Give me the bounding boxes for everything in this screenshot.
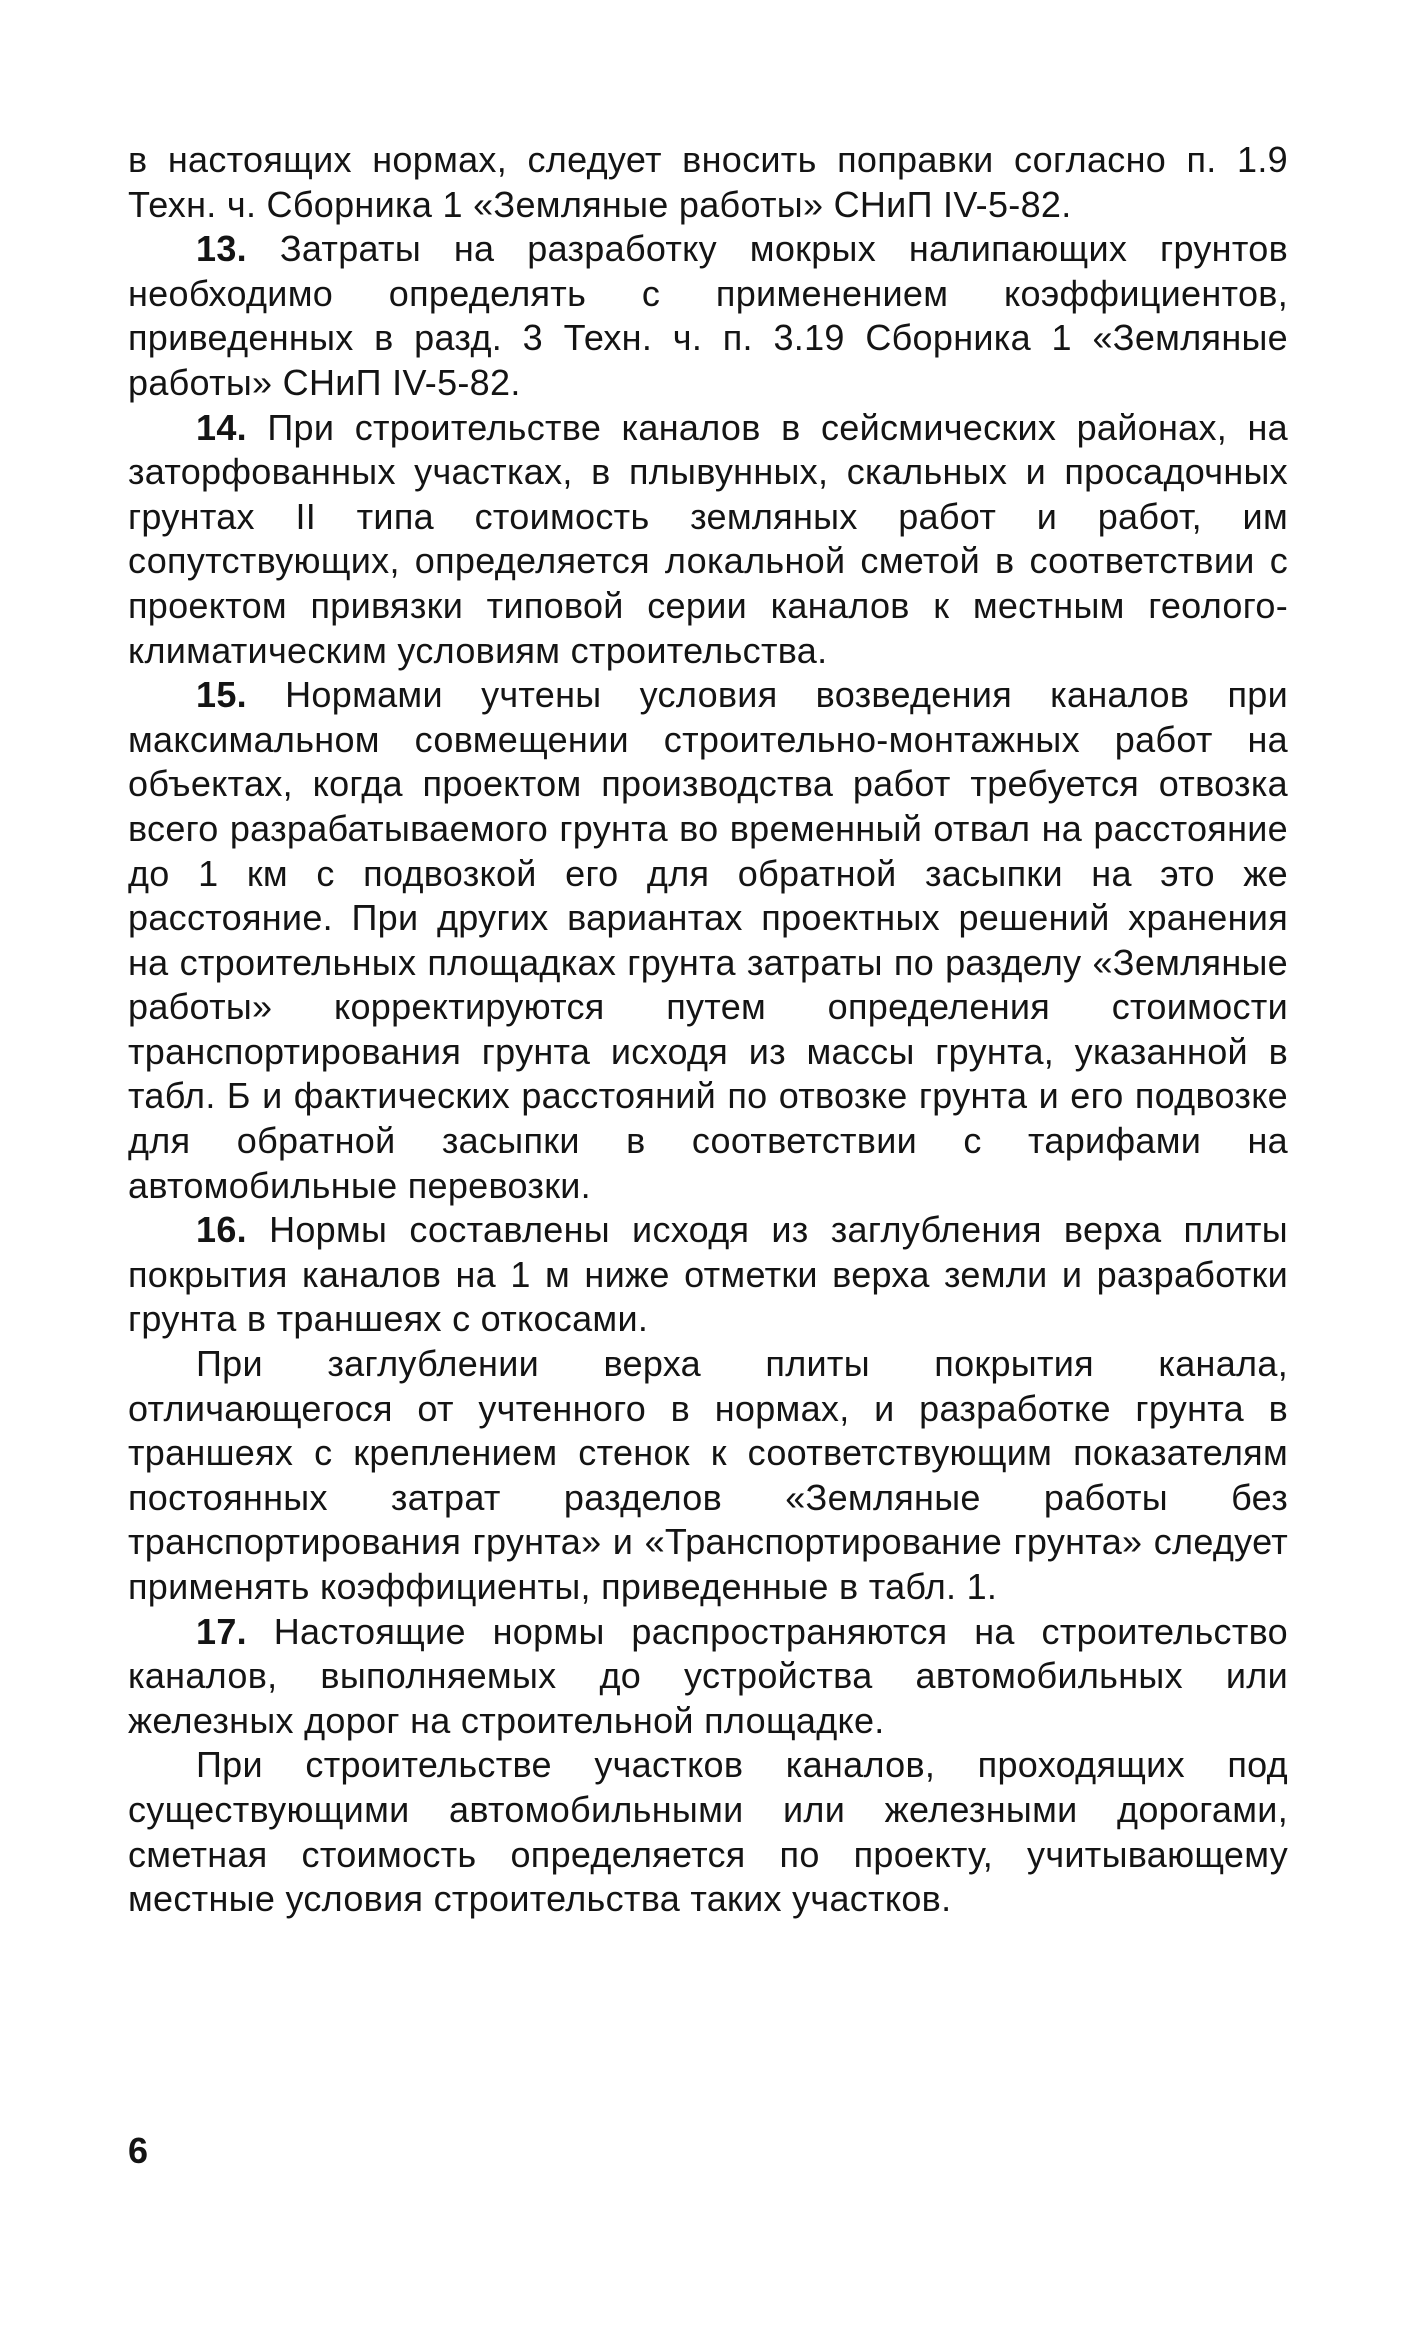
paragraph-number: 14. [196,406,247,448]
paragraph-text: в настоящих нормах, следует вносить поправки согласно п. 1.9 Техн. ч. Сборника 1 «Земляные работы» СНиП IV-5-82. [128,139,1288,225]
document-page [128,138,1288,1922]
paragraph-text: Настоящие нормы распространяются на строительство каналов, выполняемых до устройства автомобильных или железных дорог на строительной площадке. [128,1610,1288,1741]
paragraph-17-continued [128,1743,1288,1921]
paragraph-16 [128,1208,1288,1342]
paragraph-16-continued [128,1342,1288,1610]
paragraph-number: 16. [196,1209,247,1251]
paragraph-13 [128,227,1288,405]
paragraph-number: 15. [196,674,247,716]
paragraph-text: При строительстве участков каналов, проходящих под существующими автомобильными или железными дорогами, сметная стоимость определяется по проекту, учитывающему местные условия строительства таких участков. [128,1744,1288,1920]
paragraph-text: Нормами учтены условия возведения каналов при максимальном совмещении строительно-монтажных работ на объектах, когда проектом производства работ требуется отвозка всего разрабатываемого грунта во временный отвал на расстояние до 1 км с подвозкой его для обратной засыпки на это же расстояние. При других вариантах проектных решений хранения на строительных площадках грунта затраты по разделу «Земляные работы» корректируются путем определения стоимости транспортирования грунта исходя из массы грунта, указанной в табл. Б и фактических расстояний по отвозке грунта и его подвозке для обратной засыпки в соответствии с тарифами на автомобильные перевозки. [128,674,1288,1206]
paragraph-text: При заглублении верха плиты покрытия канала, отличающегося от учтенного в нормах, и разработке грунта в траншеях с креплением стенок к соответствующим показателям постоянных затрат разделов «Земляные работы без транспортирования грунта» и «Транспортирование грунта» следует применять коэффициенты, приведенные в табл. 1. [128,1343,1288,1607]
paragraph-text: Нормы составлены исходя из заглубления верха плиты покрытия каналов на 1 м ниже отметки верха земли и разработки грунта в траншеях с откосами. [128,1209,1288,1340]
paragraph-15 [128,673,1288,1208]
paragraph-number: 17. [196,1610,247,1652]
page-number: 6 [128,2130,149,2171]
paragraph-text: При строительстве каналов в сейсмических районах, на заторфованных участках, в плывунных, скальных и просадочных грунтах II типа стоимость земляных работ и работ, им сопутствующих, определяется локальной сметой в соответствии с проектом привязки типовой серии каналов к местным геолого-климатическим условиям строительства. [128,406,1288,671]
paragraph-text: Затраты на разработку мокрых налипающих грунтов необходимо определять с применением коэффициентов, приведенных в разд. 3 Техн. ч. п. 3.19 Сборника 1 «Земляные работы» СНиП IV-5-82. [128,228,1288,403]
paragraph-14 [128,406,1288,674]
paragraph-continuation [128,138,1288,227]
paragraph-17 [128,1610,1288,1744]
paragraph-number: 13. [196,228,247,270]
